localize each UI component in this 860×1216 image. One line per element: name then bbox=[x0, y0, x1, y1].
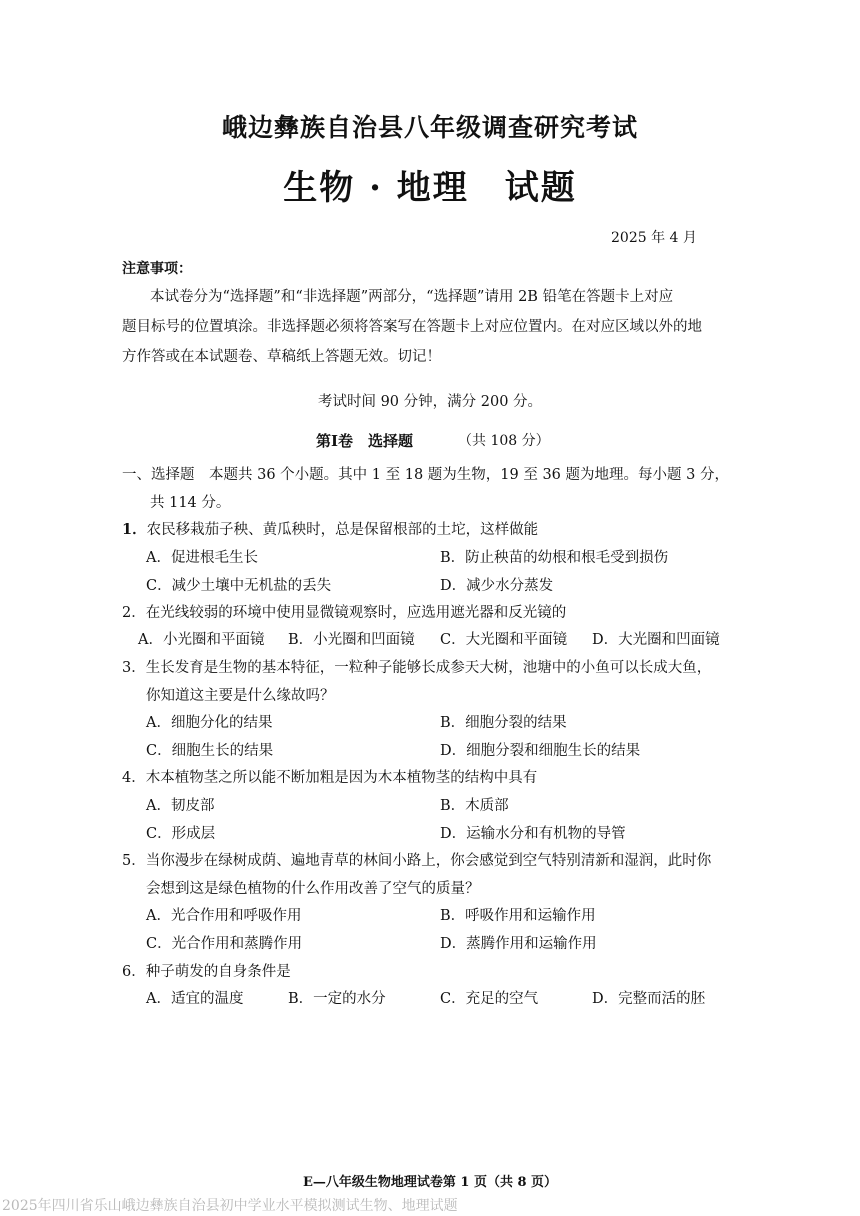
option-2a: A．小光圈和平面镜 bbox=[138, 632, 265, 648]
subject-title: 生物 · 地理 试题 bbox=[283, 168, 577, 208]
option-6a: A．适宜的温度 bbox=[146, 991, 244, 1007]
option-3a: A．细胞分化的结果 bbox=[146, 715, 273, 731]
option-5d: D．蒸腾作用和运输作用 bbox=[440, 936, 597, 952]
notice-line: 本试卷分为“选择题”和“非选择题”两部分，“选择题”请用 2B 铅笔在答题卡上对应 bbox=[150, 289, 674, 305]
exam-date: 2025 年 4 月 bbox=[611, 230, 697, 246]
section-intro: 共 114 分。 bbox=[150, 495, 231, 511]
watermark: 2025年四川省乐山峨边彝族自治县初中学业水平模拟测试生物、地理试题 bbox=[2, 1198, 458, 1214]
option-4b: B．木质部 bbox=[440, 798, 509, 814]
option-3c: C．细胞生长的结果 bbox=[146, 743, 274, 759]
option-6b: B．一定的水分 bbox=[288, 991, 386, 1007]
option-2d: D．大光圈和凹面镜 bbox=[592, 632, 720, 648]
option-5c: C．光合作用和蒸腾作用 bbox=[146, 936, 303, 952]
question-2: 2．在光线较弱的环境中使用显微镜观察时，应选用遮光器和反光镜的 bbox=[122, 605, 567, 621]
section-title: 第Ⅰ卷 选择题 bbox=[316, 432, 414, 450]
exam-title: 峨边彝族自治县八年级调查研究考试 bbox=[221, 113, 638, 142]
option-6d: D．完整而活的胚 bbox=[592, 991, 706, 1007]
option-1c: C．减少土壤中无机盐的丢失 bbox=[146, 578, 332, 594]
option-4c: C．形成层 bbox=[146, 826, 216, 842]
exam-info: 考试时间 90 分钟，满分 200 分。 bbox=[317, 394, 543, 410]
question-6: 6．种子萌发的自身条件是 bbox=[122, 964, 291, 980]
notice-line: 方作答或在本试题卷、草稿纸上答题无效。切记！ bbox=[122, 349, 441, 365]
question-4: 4．木本植物茎之所以能不断加粗是因为木本植物茎的结构中具有 bbox=[122, 770, 538, 786]
question-1: 1．农民移栽茄子秧、黄瓜秧时，总是保留根部的土坨，这样做能 bbox=[122, 521, 539, 538]
option-3b: B．细胞分裂的结果 bbox=[440, 715, 567, 731]
option-4d: D．运输水分和有机物的导管 bbox=[440, 826, 626, 842]
notice-line: 题目标号的位置填涂。非选择题必须将答案写在答题卡上对应位置内。在对应区域以外的地 bbox=[122, 319, 702, 335]
option-1d: D．减少水分蒸发 bbox=[440, 578, 554, 594]
option-6c: C．充足的空气 bbox=[440, 991, 539, 1007]
option-1a: A．促进根毛生长 bbox=[146, 550, 258, 566]
question-3: 3．生长发育是生物的基本特征，一粒种子能够长成参天大树，池塘中的小鱼可以长成大鱼， bbox=[122, 660, 712, 676]
notice-heading: 注意事项： bbox=[122, 261, 192, 277]
page-footer: E—八年级生物地理试卷第 1 页（共 8 页） bbox=[302, 1175, 558, 1190]
option-5a: A．光合作用和呼吸作用 bbox=[146, 908, 302, 924]
question-3-cont: 你知道这主要是什么缘故吗？ bbox=[146, 688, 335, 704]
option-1b: B．防止秧苗的幼根和根毛受到损伤 bbox=[440, 550, 669, 566]
option-4a: A．韧皮部 bbox=[146, 798, 215, 814]
option-3d: D．细胞分裂和细胞生长的结果 bbox=[440, 743, 641, 759]
option-2b: B．小光圈和凹面镜 bbox=[288, 632, 415, 648]
section-intro: 一、选择题 本题共 36 个小题。其中 1 至 18 题为生物，19 至 36 题为地理。每小题 3 分， bbox=[122, 467, 729, 483]
section-score: （共 108 分） bbox=[458, 433, 550, 449]
question-5-cont: 会想到这是绿色植物的什么作用改善了空气的质量？ bbox=[146, 881, 480, 897]
option-5b: B．呼吸作用和运输作用 bbox=[440, 908, 596, 924]
question-5: 5．当你漫步在绿树成荫、遍地青草的林间小路上，你会感觉到空气特别清新和湿润，此时你 bbox=[122, 853, 712, 869]
option-2c: C．大光圈和平面镜 bbox=[440, 632, 568, 648]
